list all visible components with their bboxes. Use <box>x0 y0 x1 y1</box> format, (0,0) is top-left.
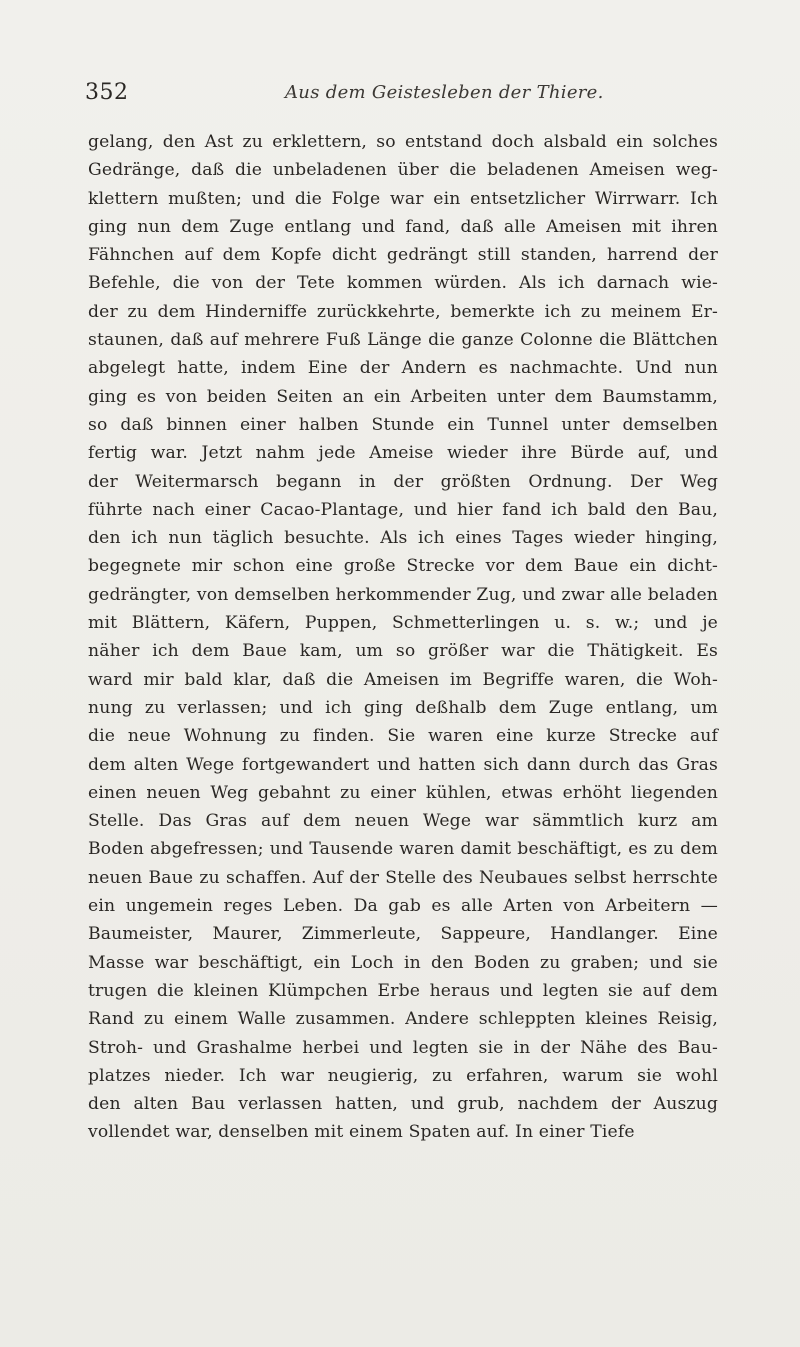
text-line: nung zu verlassen; und ich ging deßhalb dem Zuge entlang, um <box>88 697 718 718</box>
text-line: Befehle, die von der Tete kommen würden. Als ich darnach wie- <box>88 273 718 294</box>
text-line: fertig war. Jetzt nahm jede Ameise wieder ihre Bürde auf, und <box>88 443 718 464</box>
text-line: mit Blättern, Käfern, Puppen, Schmetterlingen u. s. w.; und je <box>88 613 718 634</box>
text-line: begegnete mir schon eine große Strecke vor dem Baue ein dicht- <box>88 556 718 577</box>
text-line: Baumeister, Maurer, Zimmerleute, Sappeure, Handlanger. Eine <box>88 924 718 945</box>
text-line: Masse war beschäftigt, ein Loch in den Boden zu graben; und sie <box>88 952 718 973</box>
text-line: platzes nieder. Ich war neugierig, zu erfahren, warum sie wohl <box>88 1065 718 1086</box>
text-line: gelang, den Ast zu erklettern, so entstand doch alsbald ein solches <box>88 132 718 152</box>
text-line: der zu dem Hinderniffe zurückkehrte, bemerkte ich zu meinem Er- <box>88 301 718 322</box>
text-line: näher ich dem Baue kam, um so größer war die Thätigkeit. Es <box>88 641 718 662</box>
text-line: einen neuen Weg gebahnt zu einer kühlen, etwas erhöht liegenden <box>88 782 718 803</box>
text-line: führte nach einer Cacao-Plantage, und hier fand ich bald den Bau, <box>88 499 718 520</box>
text-line: gedrängter, von demselben herkommender Zug, und zwar alle beladen <box>88 584 718 605</box>
text-line: Stelle. Das Gras auf dem neuen Wege war sämmtlich kurz am <box>88 811 718 832</box>
page-header <box>85 80 725 110</box>
text-line: klettern mußten; und die Folge war ein entsetzlicher Wirrwarr. Ich <box>88 188 718 209</box>
text-line: dem alten Wege fortgewandert und hatten sich dann durch das Gras <box>88 754 718 775</box>
text-line: trugen die kleinen Klümpchen Erbe heraus und legten sie auf dem <box>88 980 718 1001</box>
text-line: so daß binnen einer halben Stunde ein Tunnel unter demselben <box>88 414 718 435</box>
text-line: neuen Baue zu schaffen. Auf der Stelle des Neubaues selbst herrschte <box>88 867 718 888</box>
body-text <box>88 128 718 1147</box>
running-head: Aus dem Geistesleben der Thiere. <box>285 82 604 103</box>
text-line: Stroh- und Grashalme herbei und legten sie in der Nähe des Bau- <box>88 1037 718 1058</box>
text-line: der Weitermarsch begann in der größten Ordnung. Der Weg <box>88 471 718 492</box>
page-number: 352 <box>85 80 129 105</box>
text-line: den ich nun täglich besuchte. Als ich eines Tages wieder hinging, <box>88 528 718 549</box>
text-line: ging es von beiden Seiten an ein Arbeiten unter dem Baumstamm, <box>88 386 718 407</box>
text-line: die neue Wohnung zu finden. Sie waren eine kurze Strecke auf <box>88 726 718 747</box>
text-line: vollendet war, denselben mit einem Spaten auf. In einer Tiefe <box>88 1122 635 1143</box>
text-line: Gedränge, daß die unbeladenen über die beladenen Ameisen weg- <box>88 160 718 181</box>
text-line: staunen, daß auf mehrere Fuß Länge die ganze Colonne die Blättchen <box>88 330 718 351</box>
text-line: ward mir bald klar, daß die Ameisen im Begriffe waren, die Woh- <box>88 669 718 690</box>
text-line: den alten Bau verlassen hatten, und grub, nachdem der Auszug <box>88 1094 718 1115</box>
text-line: Rand zu einem Walle zusammen. Andere schleppten kleines Reisig, <box>88 1009 718 1030</box>
text-line: ein ungemein reges Leben. Da gab es alle Arten von Arbeitern — <box>88 896 718 917</box>
text-line: Fähnchen auf dem Kopfe dicht gedrängt still standen, harrend der <box>88 245 718 266</box>
text-line: Boden abgefressen; und Tausende waren damit beschäftigt, es zu dem <box>88 839 718 860</box>
text-line: abgelegt hatte, indem Eine der Andern es nachmachte. Und nun <box>88 358 718 379</box>
text-line: ging nun dem Zuge entlang und fand, daß alle Ameisen mit ihren <box>88 216 718 237</box>
